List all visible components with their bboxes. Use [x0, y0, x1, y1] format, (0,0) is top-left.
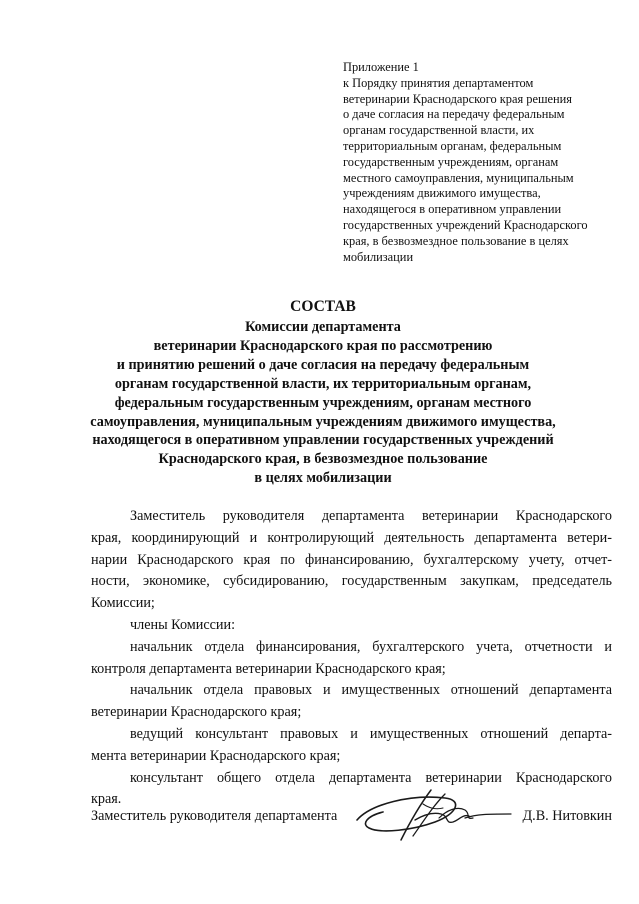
- body-line: ведущий консультант правовых и имущественных отношений департа-: [130, 725, 612, 742]
- body-line: начальник отдела правовых и имущественных отношений департамента: [130, 682, 612, 699]
- signatory-name: Д.В. Нитовкин: [522, 808, 612, 824]
- subtitle-line: в целях мобилизации: [254, 470, 392, 487]
- body-line: нарии Краснодарского края по финансированию, бухгалтерскому учету, отчет-: [91, 551, 612, 568]
- body-line: Комиссии;: [91, 595, 155, 612]
- appendix-line: находящегося в оперативном управлении: [343, 202, 562, 217]
- signature-block: [91, 806, 612, 836]
- appendix-line: Приложение 1: [343, 60, 419, 74]
- body-line: края.: [91, 791, 122, 808]
- subtitle-line: и принятию решений о даче согласия на передачу федеральным: [116, 356, 530, 373]
- appendix-line: к Порядку принятия департаментом: [343, 75, 534, 90]
- body-line: ности, экономике, субсидированию, государственным закупкам, председатель: [91, 573, 612, 590]
- subtitle-line: находящегося в оперативном управлении государственных учреждений: [92, 432, 554, 449]
- body-line: члены Комиссии:: [130, 616, 236, 633]
- appendix-line: местного самоуправления, муниципальным: [343, 170, 574, 185]
- document-subtitle: [60, 318, 586, 488]
- body-line: Заместитель руководителя департамента ветеринарии Краснодарского: [130, 508, 612, 524]
- body-line: ветеринарии Краснодарского края;: [91, 704, 302, 721]
- subtitle-line: федеральным государственным учреждениям, органам местного: [114, 394, 532, 411]
- signatory-position: Заместитель руководителя департамента: [91, 808, 338, 824]
- body-text: [91, 506, 612, 811]
- body-line: контроля департамента ветеринарии Краснодарского края;: [91, 660, 446, 677]
- appendix-line: государственным учреждениям, органам: [343, 154, 559, 169]
- appendix-line: органам государственной власти, их: [343, 123, 535, 138]
- subtitle-line: органам государственной власти, их территориальным органам,: [114, 375, 532, 392]
- appendix-line: ветеринарии Краснодарского края решения: [343, 91, 572, 106]
- appendix-line: территориальным органам, федеральным: [343, 138, 562, 153]
- appendix-line: края, в безвозмездное пользование в целях: [343, 233, 569, 248]
- body-line: начальник отдела финансирования, бухгалтерского учета, отчетности и: [130, 638, 612, 655]
- appendix-line: мобилизации: [343, 249, 414, 264]
- subtitle-line: самоуправления, муниципальным учреждениям движимого имущества,: [90, 413, 556, 430]
- body-line: края, координирующий и контролирующий деятельность департамента ветери-: [91, 529, 612, 546]
- body-line: консультант общего отдела департамента ветеринарии Краснодарского: [130, 769, 612, 786]
- appendix-line: о даче согласия на передачу федеральным: [343, 107, 565, 122]
- subtitle-line: Краснодарского края, в безвозмездное пользование: [158, 451, 488, 468]
- document-title: СОСТАВ: [290, 298, 356, 315]
- appendix-block: [343, 60, 613, 265]
- appendix-line: государственных учреждений Краснодарского: [343, 217, 588, 232]
- body-line: мента ветеринарии Краснодарского края;: [91, 747, 341, 764]
- subtitle-line: ветеринарии Краснодарского края по рассмотрению: [153, 337, 493, 354]
- subtitle-line: Комиссии департамента: [245, 319, 401, 335]
- appendix-line: учреждениям движимого имущества,: [343, 186, 541, 201]
- handwritten-signature: [353, 784, 513, 844]
